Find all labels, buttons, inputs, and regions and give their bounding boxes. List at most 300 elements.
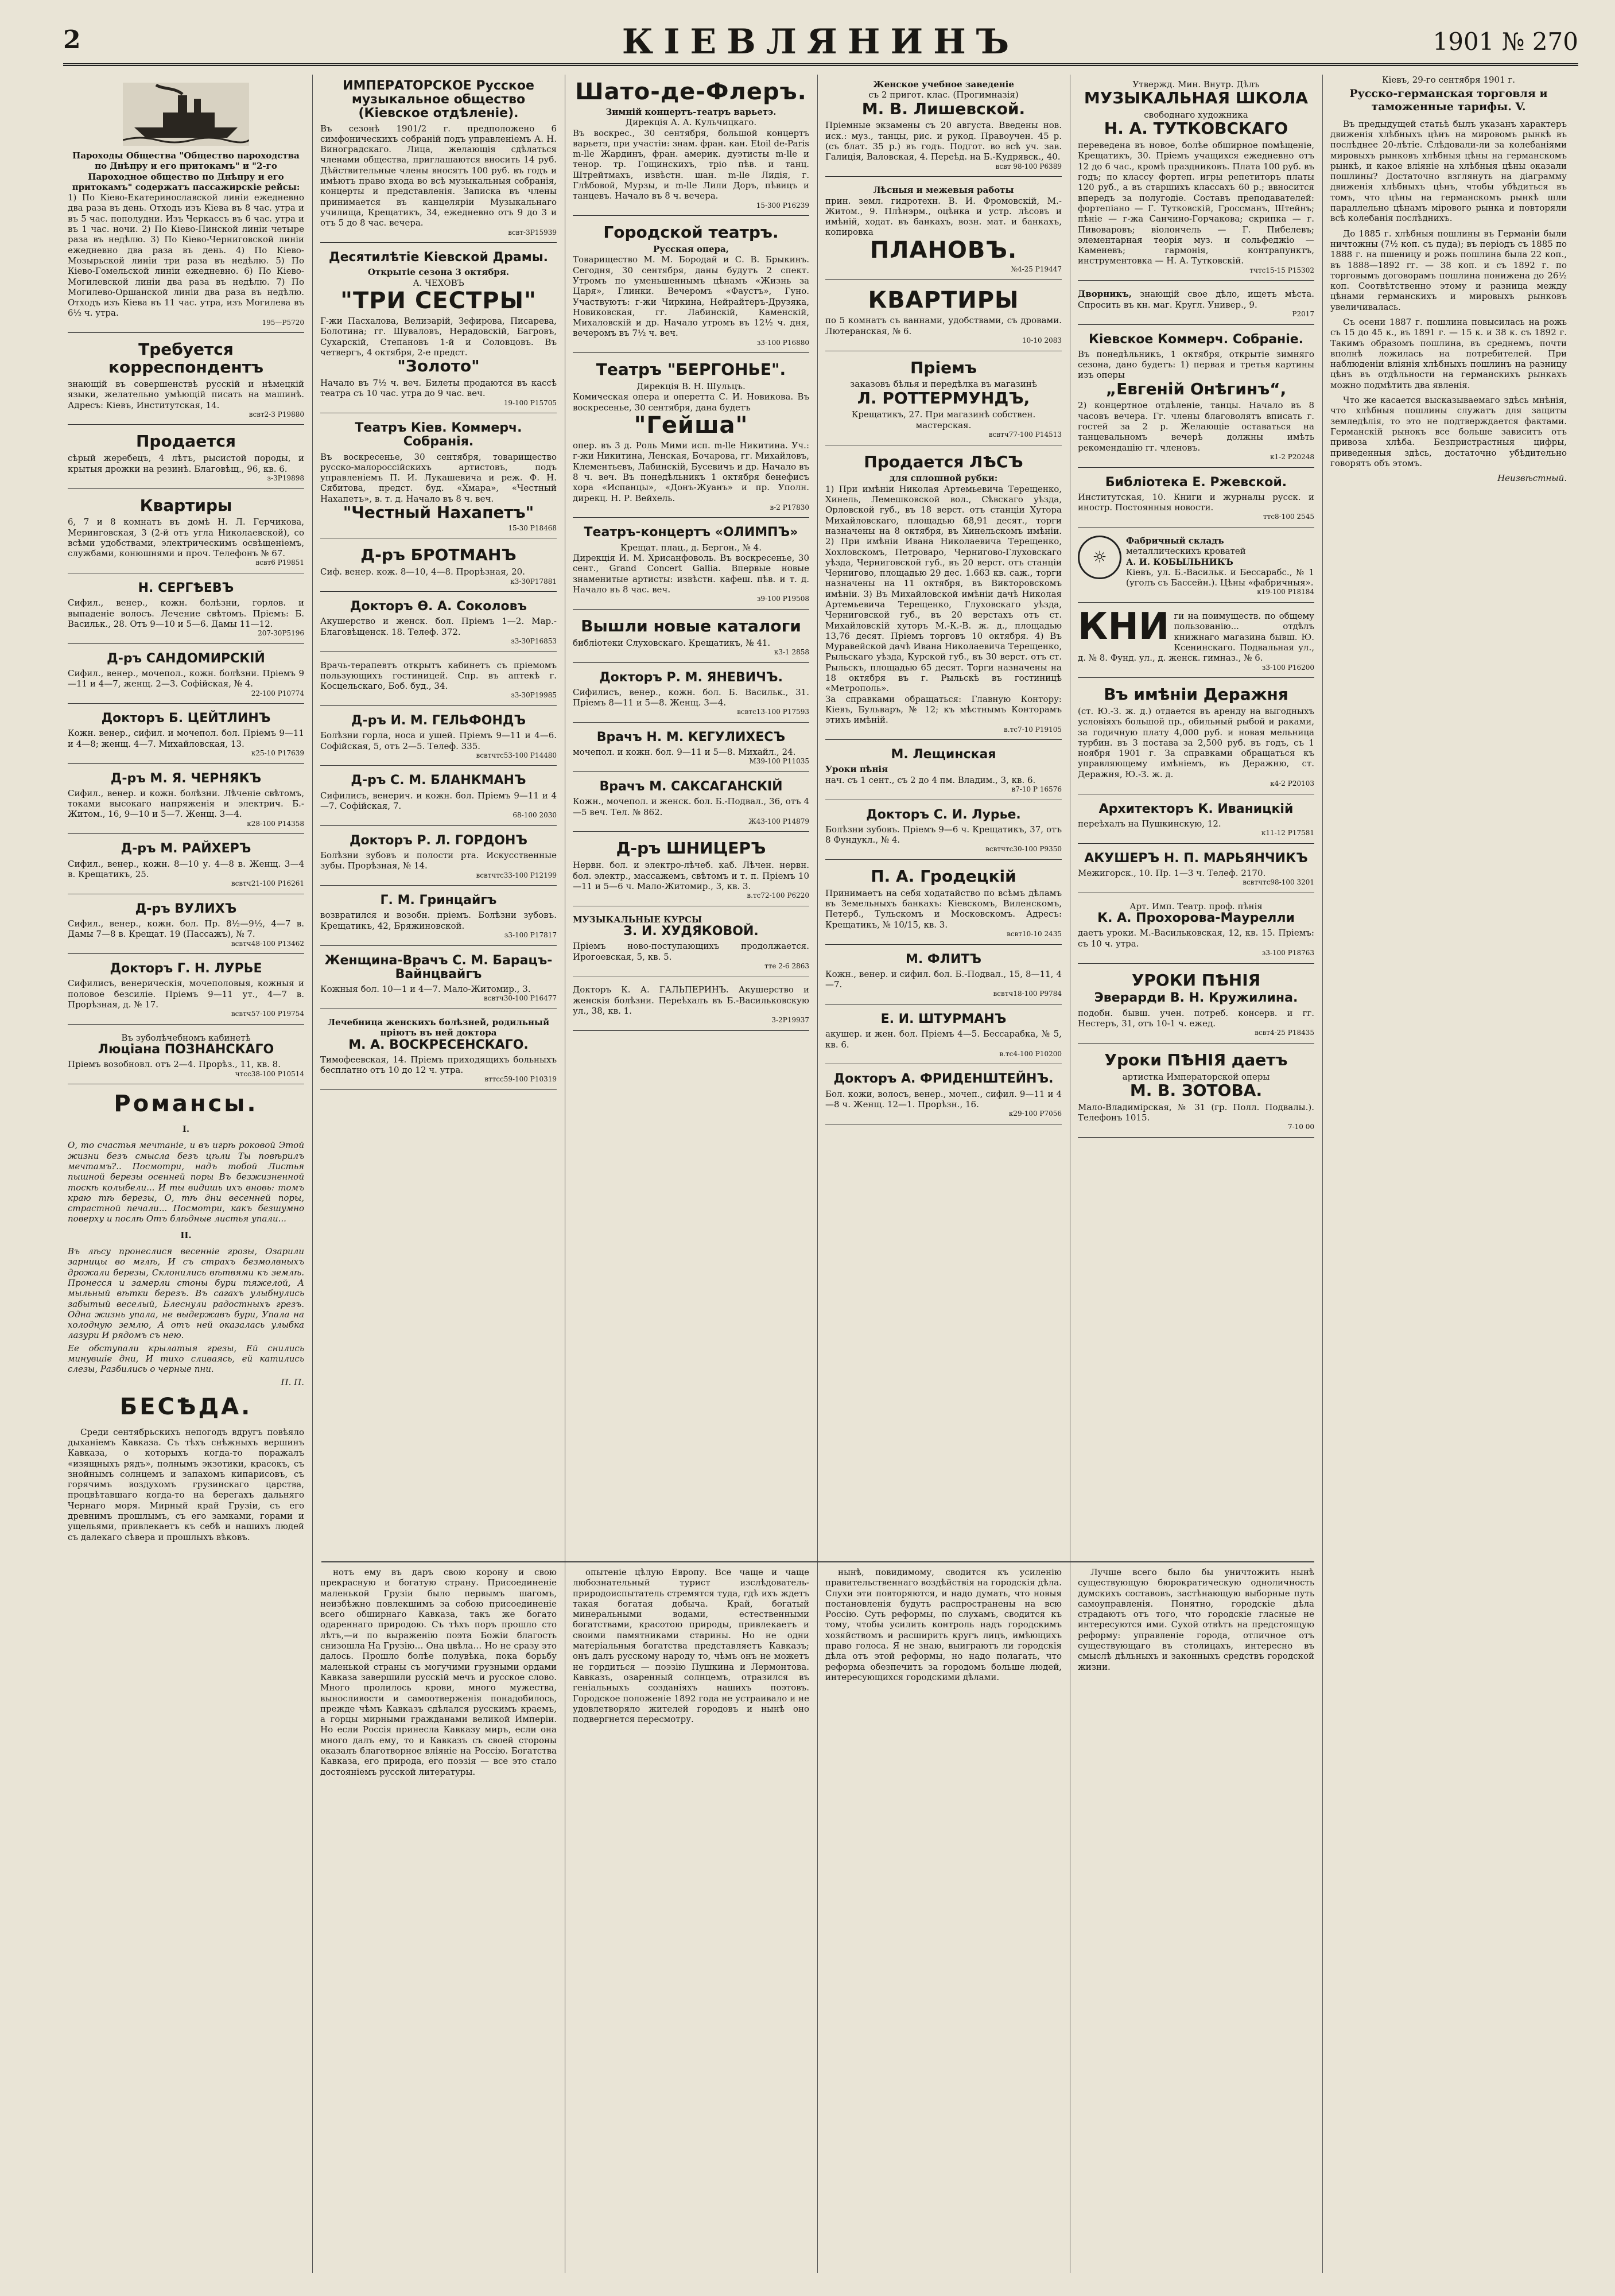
column-4	[825, 75, 1062, 2273]
opera-title: Городской театръ.	[603, 223, 779, 242]
doctor-ad	[573, 980, 809, 1031]
lessons-text: нач. съ 1 сент., съ 2 до 4 пм. Владим., 3, кв. 6.	[825, 774, 1036, 785]
doctor-text: акушер. и жен. бол. Пріемъ 4—5. Бессарабка, № 5, кв. 6.	[825, 1029, 1062, 1050]
doctor-text: Сифил., венер. и кожн. болѣзни. Лѣченіе свѣтомъ, токами высокаго напряженія и электрич. Б.-Житом., 16, 9—10 и 5—7. Женщ. 3—4.	[68, 788, 304, 820]
music-courses-ad	[573, 910, 809, 977]
doctor-ad	[320, 542, 557, 592]
doctor-name: Д-ръ М. Я. ЧЕРНЯКЪ	[110, 771, 262, 786]
ad-code: всвтчтс53-100 Р14480	[476, 751, 557, 759]
books-ad	[1078, 606, 1314, 678]
music-society-title: ИМПЕРАТОРСКОЕ Русское музыкальное общество (Кіевское отдѣленіе).	[343, 79, 534, 121]
poem-signature: П. П.	[281, 1376, 304, 1387]
chateau-title: Шато-де-Флеръ.	[575, 79, 807, 105]
drama-text: Г-жи Пасхалова, Велизарій, Зефирова, Писарева, Болотина; гг. Шуваловъ, Нерадовскій, Багровъ, Сухарскій, Степановъ 1-й и Соловцовъ. Въ четвергъ, 4 октября, 2-е предст.	[320, 315, 557, 358]
doctor-name: Г. М. Гринцайгъ	[380, 893, 497, 908]
doctor-name: Д-ръ С. М. БЛАНКМАНЪ	[351, 773, 526, 788]
ad-code: в-2 Р17830	[770, 503, 809, 511]
courses-name: З. И. ХУДЯКОВОЙ.	[623, 924, 759, 939]
drama-play: "ТРИ СЕСТРЫ"	[340, 287, 537, 314]
doctor-name: Докторъ С. И. Лурье.	[866, 807, 1021, 822]
ad-code: в.тс4-100 Р10200	[999, 1049, 1062, 1058]
assembly-title: Кіевское Коммерч. Собраніе.	[1088, 332, 1304, 347]
doctor-text: Сифилисъ, венер., кожн. бол. Б. Васильк., 31. Пріемъ 8—11 и 5—8. Женщ. 3—4.	[573, 687, 809, 708]
dentist-name: Люціана ПОЗНАНСКАГО	[98, 1042, 274, 1057]
horse-sale-ad	[68, 428, 304, 488]
laundry-title: Пріемъ	[910, 358, 977, 377]
books-heading: КНИ	[1078, 606, 1170, 649]
library-text: Институтская, 10. Книги и журналы русск. и иностр. Постоянныя новости.	[1078, 491, 1314, 513]
article-headline: Русско-германская торговля и таможенные тарифы. V.	[1349, 87, 1548, 114]
newspaper-title: КІЕВЛЯНИНЪ	[622, 22, 1020, 62]
surveying-ad	[825, 180, 1062, 280]
doctor-name: Д-ръ ВУЛИХЪ	[135, 901, 237, 916]
school-name: М. В. Лишевской.	[861, 99, 1026, 118]
ad-code: тте 2-6 2863	[764, 961, 809, 970]
ad-code: 22-100 Р10774	[251, 689, 304, 697]
ad-code: всвт2-3 Р19880	[249, 410, 304, 418]
ad-code: к19-100 Р18184	[1257, 588, 1314, 596]
assembly-text-2: 2) концертное отдѣленіе, танцы. Начало въ 8 часовъ вечера. Гг. члены благоволятъ вписать г. гостей за 2 р. Желающіе оставаться на танцевальномъ вечерѣ должны имѣть рекомендацію гг. членовъ.	[1078, 400, 1314, 453]
drama-play-2: "Золото"	[397, 356, 480, 376]
apartments-ad	[825, 283, 1062, 351]
surveying-title: Лѣсныя и межевыя работы	[873, 185, 1014, 196]
library-title: Библіотека Е. Ржевской.	[1105, 475, 1287, 490]
ad-code: з9-100 Р19508	[756, 595, 809, 603]
emblem-icon: ☼	[1078, 536, 1121, 579]
doctor-text: Сифилисъ, венерическія, мочеполовыя, кожныя и половое безсиліе. Пріемъ 9—11 ут., 4—7 в. Прорѣзная, д. № 17.	[68, 978, 304, 1010]
theatre-play: "Честный Нахапетъ"	[343, 503, 534, 522]
column-6	[1330, 75, 1567, 2273]
doctor-name: Докторъ Ѳ. А. Соколовъ	[350, 599, 527, 614]
article-text: опытеніе цѣлую Европу. Все чаще и чаще любознательный турист изслѣдователь-природоиспытатель стремятся туда, гдѣ ихъ ждетъ такая богатая добыча. Край, богатый минеральными водами, естественными богатствами, красотою природы, привлекаетъ и своими памятниками старины. Но не одни матеріальныя богатства представляетъ Кавказъ; онъ далъ русскому народу то, чѣмъ онъ не можетъ не гордиться — поэзію Пушкина и Лермонтова. Кавказъ, озаренный солнцемъ, отразился въ геніальныхъ созданіяхъ нашихъ поэтовъ. Городское положеніе 1892 года не устраивало и не удовлетворяло жителей городовъ и нынѣ оно подвергнется пересмотру.	[573, 1567, 809, 1725]
ad-code: всвт 98-100 Р6389	[995, 162, 1062, 170]
doctor-ad	[825, 1008, 1062, 1064]
assembly-opera: „Евгеній Онѣгинъ“,	[1105, 379, 1287, 398]
steamer-routes: 1) По Кіево-Екатеринославской линіи ежедневно два раза въ день. Отходъ изъ Кіева въ 8 час. утра и въ 5 час. пополудни. Изъ Черкассъ въ 6 час. утра и въ 1 час. ночи. 2) По Кіево-Пинской линіи четыре раза въ недѣлю. 3) По Кіево-Черниговской линіи ежедневно два раза въ день. 4) По Кіево-Мозырьской линіи три раза въ недѣлю. 5) По Кіево-Гомельской линіи ежедневно. 6) По Кіево-Могилевской линіи два раза въ недѣлю. 7) По Могилево-Оршанской линіи два раза въ недѣлю. Отходъ изъ Кіева въ 11 час. утра, изъ Могилева въ 6½ ч. утра.	[68, 192, 304, 319]
ad-code: всвт6 Р19851	[255, 559, 304, 567]
dentist-text: Пріемъ возобновл. отъ 2—4. Прорѣз., 11, кв. 8.	[68, 1059, 281, 1070]
doctor-text: Акушерство и женск. бол. Пріемъ 1—2. Мар.-Благовѣщенск. 18. Телеф. 372.	[320, 616, 557, 637]
article-text: До 1885 г. хлѣбныя пошлины въ Германіи были ничтожны (7½ коп. съ пуда); въ періодъ съ 1885 по 1888 г. на пшеницу и рожь пошлина была 22 коп., въ 1888—1892 гг. — 38 коп. и съ 1892 г. по торговымъ договорамъ пошлина понижена до 26½ коп. Соотвѣтственно этому и разница между цѣнами германскихъ и мировыхъ рынковъ увеличивалась.	[1330, 228, 1567, 312]
talk-continued	[1078, 1567, 1314, 1677]
laundry-text: заказовъ бѣлья и передѣлка въ магазинѣ	[850, 379, 1037, 390]
steamship-logo	[123, 83, 249, 146]
talk-text: Среди сентябрьскихъ непогодъ вдругъ повѣяло дыханіемъ Кавказа. Съ тѣхъ снѣжныхъ вершинъ Кавказа, о которыхъ когда-то поражалъ «изящныхъ рядъ», полнымъ экзотики, красокъ, съ знойнымъ солнцемъ и запахомъ кипарисовъ, съ горячимъ воздухомъ грузинскаго царства, процвѣтавшаго когда-то на берегахъ дальняго Чернаго моря. Мирный край Грузіи, съ его древнимъ прошлымъ, съ его замками, горами и ущельями, привлекаетъ къ себѣ и нашихъ людей съ далекаго сѣвера и прошлыхъ вѣковъ.	[68, 1426, 304, 1542]
article-signature: Неизвѣстный.	[1497, 473, 1567, 484]
flats-text: 6, 7 и 8 комнатъ въ домѣ Н. Л. Герчикова, Меринговская, 3 (2-й отъ угла Николаевской), со всѣми удобствами, электрическимъ освѣщеніемъ, службами, конюшнями и проч. Телефонъ № 67.	[68, 517, 304, 559]
ad-code: всвтчтс98-100 3201	[1243, 878, 1314, 887]
olympus-title: Театръ-концертъ «ОЛИМПЪ»	[584, 525, 798, 540]
doctor-text: Бол. кожи, волосъ, венер., мочеп., сифил. 9—11 и 4—8 ч. Женщ. 12—1. Прорѣзн., 16.	[825, 1088, 1062, 1110]
ad-code: з3-100 Р16880	[756, 338, 809, 347]
ad-code: 3-2Р19937	[771, 1016, 809, 1025]
lessons-title: УРОКИ ПѢНІЯ	[1131, 970, 1261, 990]
doctor-ad	[320, 889, 557, 945]
ad-code: к28-100 Р14358	[247, 819, 304, 828]
doctor-ad	[573, 775, 809, 832]
column-rule	[817, 75, 818, 2273]
flats-title: Квартиры	[139, 495, 232, 515]
trade-article	[1330, 75, 1567, 483]
page-number: 2	[63, 25, 81, 55]
warehouse-text: металлическихъ кроватей	[1126, 546, 1246, 557]
bergonie-subtitle: Дирекція В. Н. Шульцъ.	[636, 381, 746, 392]
catalogue-title: Вышли новые каталоги	[581, 616, 801, 635]
doctor-name: М. ФЛИТЪ	[905, 952, 982, 967]
ad-code: всвтчтс30-100 Р9350	[985, 845, 1062, 854]
ad-code: в7-10 Р 16576	[1011, 785, 1062, 793]
therapist-text: Врачь-терапевтъ открытъ кабинетъ съ пріемомъ пользующихъ гостиницей. Спр. въ аптекѣ г. Косцельскаго, Боб. буд., 34.	[320, 660, 557, 692]
timber-text: 1) При имѣніи Николая Артемьевича Терещенко, Хинель, Лемешковской вол., Сѣвскаго уѣзда, Орловской губ., въ 18 верст. отъ станціи Хутора Михайловскаго, площадью 68,91 десят., торги назначены на 8 октября, въ Хинельскомъ имѣніи. 2) При имѣніи Ивана Николаевича Терещенко, Хохловскомъ, Петроваро, Чернигово-Глуховскаго уѣзда, Черниговской губ., въ 20 верст. отъ станціи Чернигово, площадью 29 дес. 1.663 кв. саж., торги назначены на 11 октября, въ Викторовскомъ имѣніи. 3) Въ Михайловской имѣніи дачѣ Николая Артемьевича Терещенко, Глуховскаго уѣзда, Черниговской губ., въ 20 верстахъ отъ ст. Михайловскій хуторъ М.-К.-В. ж. д., площадью 13,76 десят. Пріемъ торговъ 10 октября. 4) Въ Муравейской дачѣ Ивана Николаевича Терещенко, Рыльскаго уѣзда, Курской губ., въ 30 верст. отъ ст. Рыльскъ, площадью 65 десят. Торги назначены на 18 октября въ г. Рыльскѣ въ гостиницѣ «Метрополь».	[825, 483, 1062, 694]
singing-teacher-ad	[1078, 897, 1314, 964]
warehouse-lead: Фабричный складъ	[1126, 535, 1224, 546]
opera-ad	[573, 219, 809, 353]
poem-stanza: О, то счастья мечтаніе, и въ игрѣ роковой Этой жизни безъ смысла безъ цѣли Ты повѣрилъ мечтамъ?.. Посмотри, надъ тобой Листья пышной березы осенней поры Въ безжизненной тоскѣ колыбели... И ты видишь ихъ вновь: томъ краю тѣ березы, О, тѣ дни весенней поры, страстной печали... Посмотри, какъ безшумно поверху и послѣ Отъ блѣдные листья упали...	[68, 1140, 304, 1224]
school-subtitle: съ 2 пригот. клас. (Прогимназія)	[868, 90, 1019, 100]
ad-code: чтсс38-100 Р10514	[235, 1069, 304, 1078]
doctor-text: Сифил., венер., кожн. 8—10 у. 4—8 в. Женщ. 3—4 в. Крещатикъ, 25.	[68, 858, 304, 879]
column-3	[573, 75, 809, 2273]
theatre-text: Въ воскресенье, 30 сентября, товарищество русско-малороссійскихъ артистовъ, подъ управленіемъ П. И. Лукашевича и реж. Ф. Н. Сябитова, предст. буд. «Хмара», «Честный Нахапетъ», в. т. д. Начало въ 8 ч. веч.	[320, 451, 557, 504]
doctor-text: мочепол. и кожн. бол. 9—11 и 5—8. Михайл., 24.	[573, 747, 796, 758]
doctor-name: Докторъ Р. М. ЯНЕВИЧЪ.	[599, 670, 783, 685]
doctor-text: Кожныя бол. 10—1 и 4—7. Мало-Житомир., 3.	[320, 984, 531, 995]
doctor-name: Врачъ М. САКСАГАНСКІЙ	[599, 779, 783, 794]
ad-code: к25-10 Р17639	[251, 749, 304, 757]
doctor-ad	[825, 948, 1062, 1004]
catalogue-text: библіотеки Слуховскаго. Крещатикъ, № 41.	[573, 637, 771, 648]
therapist-ad	[320, 656, 557, 707]
ad-code: к3-30Р17881	[510, 577, 557, 585]
ad-code: вттсс59-100 Р10319	[484, 1075, 557, 1084]
doctor-ad	[825, 804, 1062, 860]
doctor-text: Сифил., венер., кожн. болѣзни, горлов. и выпаденіе волосъ. Лечение свѣтомъ. Пріемъ: Б. Васильк., 28. Отъ 9—10 и 5—6. Дамы 11—12.	[68, 598, 304, 629]
bergonie-text-2: опер. въ 3 д. Роль Мими исп. m-lle Никитина. Уч.: г-жи Никитина, Ленская, Бочарова, гг. Михайловъ, Клементьевъ, Лабинскій, Бусевичъ и др. Начало въ 8 ч. веч. Въ понедѣльникъ 1 октября бенефисъ хора «Испанцы», «Донъ-Жуанъ» и пр. Уполн. дирекц. Н. Р. Вейхель.	[573, 440, 809, 503]
janitor-title: Дворникъ,	[1078, 289, 1132, 300]
warehouse-name: А. И. КОБЫЛЬНИКЪ	[1126, 556, 1233, 567]
talk-article	[68, 1393, 304, 1542]
doctor-ad	[573, 726, 809, 772]
chateau-ad	[573, 75, 809, 216]
ad-code: всвтч48-100 Р13462	[231, 939, 304, 948]
doctor-ad	[68, 957, 304, 1025]
ad-code: Ж43-100 Р14879	[748, 817, 809, 825]
janitor-text: знающій свое дѣло, ищетъ мѣста. Спросить въ кн. маг. Кругл. Универ., 9.	[1078, 289, 1314, 310]
doctor-ad	[573, 835, 809, 906]
doctor-name: Женщина-Врачъ С. М. Барацъ-Вайнцвайгъ	[324, 953, 553, 982]
romance-poems	[68, 1090, 304, 1387]
theatre-title: Театръ Кіев. Коммерч. Собранія.	[355, 421, 522, 449]
ad-code: 19-100 Р15705	[503, 398, 557, 407]
ad-code: 15-30 Р18468	[508, 523, 557, 532]
lessons-name: Эверарди В. Н. Кружилина.	[1094, 991, 1298, 1006]
laundry-ad	[825, 355, 1062, 445]
doctor-name: Докторъ Б. ЦЕЙТЛИНЪ	[101, 711, 271, 726]
commerce-theatre-ad	[320, 417, 557, 538]
music-school-name: Н. А. ТУТКОВСКАГО	[1104, 119, 1288, 138]
doctor-text: Болѣзни горла, носа и ушей. Пріемъ 9—11 и 4—6. Софійская, 5, отъ 2—5. Телеф. 335.	[320, 730, 557, 751]
issue-number: 1901 № 270	[1432, 28, 1578, 56]
doctor-ad	[68, 837, 304, 894]
ad-code: к4-2 Р20103	[1270, 779, 1314, 788]
dateline: Кіевъ, 29-го сентября 1901 г.	[1381, 75, 1516, 85]
talk-title: БЕСѢДА.	[119, 1393, 253, 1420]
article-text: Что же касается высказываемаго здѣсь мнѣнія, что хлѣбныя пошлины служатъ для защиты земледѣлія, то это не подтверждается фактами. Германскій рынокъ все больше зависитъ отъ привоза хлѣба. Безпристрастныя цифры, приведенныя здѣсь, достаточно убѣдительно говорятъ объ этомъ.	[1330, 395, 1567, 468]
ad-code: всвтч77-100 Р14513	[988, 430, 1062, 439]
laundry-name: Л. РОТТЕРМУНДЪ,	[857, 388, 1030, 408]
ad-code: ттс8-100 2545	[1263, 513, 1314, 521]
column-1	[68, 75, 304, 2273]
zotova-ad	[1078, 1047, 1314, 1138]
music-society-text: Въ сезонѣ 1901/2 г. предположено 6 симфоническихъ собраній подъ управленіемъ А. Н. Виноградскаго. Лица, желающія сдѣлаться членами общества, приглашаются вносить 14 руб. Дѣйствительные члены вносятъ 100 руб. въ годъ и имѣютъ право входа во всѣ музыкальныя собранія, концерты и представленія. Записка въ члены принимается въ канцеляріи Музыкальнаго училища, Крещатикъ, 34, ежедневно отъ 9 до 3 и отъ 5 до 8 час. вечера.	[320, 123, 557, 228]
steamer-title: Пароходы Общества "Общество пароходства по Днѣпру и его притокамъ" и "2-го Пароходное общество по Днѣпру и его притокамъ" содержатъ пассажирскіе рейсы:	[72, 150, 300, 192]
bergonie-ad	[573, 356, 809, 518]
doctor-text: Болѣзни зубовъ и полости рта. Искусственные зубы. Прорѣзная, № 14.	[320, 850, 557, 871]
doctor-ad	[68, 707, 304, 763]
ad-code: всвт4-25 Р18435	[1255, 1029, 1314, 1037]
school-title: Женское учебное заведеніе	[873, 79, 1014, 90]
timber-text-2: За справками обращаться: Главную Контору: Кіевъ, Бульваръ, № 12; къ мѣстнымъ Конторамъ этихъ имѣній.	[825, 693, 1062, 726]
janitor-ad	[1078, 284, 1314, 324]
doctor-name: Д-ръ М. РАЙХЕРЪ	[121, 841, 251, 856]
ad-code: 10-10 2083	[1022, 336, 1062, 344]
doctor-name: Докторъ Р. Л. ГОРДОНЪ	[349, 833, 528, 848]
teacher-text: даетъ уроки. М.-Васильковская, 12, кв. 15. Пріемъ: съ 10 ч. утра.	[1078, 928, 1314, 949]
architect-text: переѣхалъ на Пушкинскую, 12.	[1078, 818, 1221, 829]
ad-code: всвтс13-100 Р17593	[737, 708, 809, 716]
olympus-ad	[573, 521, 809, 609]
doctor-text: Сифил., венер., кожн. бол. Пр. 8½—9½, 4—7 в. Дамы 7—8 в. Крещат. 19 (Пассажъ), № 7.	[68, 918, 304, 940]
doctor-text: Кожн., мочепол. и женск. бол. Б.-Подвал., 36, отъ 4—5 веч. Тел. № 862.	[573, 796, 809, 817]
doctor-name: Д-ръ ШНИЦЕРЪ	[616, 839, 766, 858]
ad-code: 195—Р5720	[262, 318, 304, 327]
clinic-ad	[320, 1013, 557, 1090]
music-school-lead: Утвержд. Мин. Внутр. Дѣлъ	[1132, 79, 1260, 90]
ad-code: всвт10-10 2435	[1007, 929, 1062, 938]
attorney-text: Принимаетъ на себя ходатайство по всѣмъ дѣламъ въ Земельныхъ банкахъ: Кіевскомъ, Виленскомъ, Петерб., Тульскомъ и Московскомъ. Адресъ: Крещатикъ, № 10/15, кв. 3.	[825, 887, 1062, 930]
estate-title: Въ имѣніи Деражня	[1104, 685, 1288, 704]
sale-title: Продается	[135, 432, 236, 451]
doctor-name: Д-ръ И. М. ГЕЛЬФОНДЪ	[351, 713, 526, 728]
doctor-text: Болѣзни зубовъ. Пріемъ 9—6 ч. Крещатикъ, 37, отъ 8 Фундукл., № 4.	[825, 824, 1062, 846]
doctor-text: Кожн. венер., сифил. и мочепол. бол. Пріемъ 9—11 и 4—8; женщ. 4—7. Михайловская, 13.	[68, 728, 304, 749]
timber-sale-ad	[825, 449, 1062, 740]
school-text: Пріемные экзамены съ 20 августа. Введены нов. иск.: муз., танцы, рис. и рукод. Правоучен. 45 р. (съ блат. 35 р.) въ годъ. Подгот. во всѣ уч. зав. Галиція, Валовская, 4. Переѣд. на Б.-Кудрявск., 40.	[825, 120, 1062, 162]
doctor-text: Сиф. венер. кож. 8—10, 4—8. Прорѣзная, 20.	[320, 567, 525, 577]
doctor-ad	[320, 769, 557, 825]
article-text: нотъ ему въ даръ свою корону и свою прекрасную и богатую страну. Присоединеніе маленькой Грузіи было первымъ шагомъ, неизбѣжно повлекшимъ за собою присоединеніе всего обширнаго Кавказа, такъ же богато одареннаго природою. Съ тѣхъ поръ прошло сто лѣтъ,—и по выраженію поэта Божіи благость снизошла На Грузію… Она цвѣла… Но не сразу это далось. Прошло болѣе полувѣка, пока борьбу маленькой страны съ могучими грузными ордами Кавказа завершили русскій мечъ и русское слово. Много пролилось крови, много мужества, выносливости и самоотверженія понадобилось, прежде чѣмъ Кавказъ сдѣлался русскимъ краемъ, а горцы мирными гражданами великой Имперіи. Но если Россія принесла Кавказу миръ, если она много далъ ему, то и Кавказъ съ своей стороны оказалъ благотворное вліяніе на Россію. Богатства Кавказа, его природа, его поэзія — все это стало достояніемъ русской литературы.	[320, 1567, 557, 1777]
chateau-lead: Дирекція А. А. Кульчицкаго.	[625, 117, 757, 128]
ad-code: к3-1 2858	[774, 647, 809, 656]
attorney-name: П. А. Гродецкій	[871, 867, 1016, 886]
ad-code: в.тс7-10 Р19105	[1004, 725, 1062, 734]
ad-code: з3-30Р19985	[511, 691, 557, 700]
chateau-text: Въ воскрес., 30 сентября, большой концертъ варьетэ, при участіи: знам. фран. кан. Etoil de-Paris m-lle Жардинъ, фран. америк. дуэтисты m-lle и тенор. тр. Гощинскихъ, тріо пѣв. и танц. Штрейтмахъ, извѣстн. шан. m-lle Лидія, г. Глѣбовой, Мурзы, и m-lle Лили Доръ, пѣвицъ и танцевъ. Начало въ 8 ч. вечера.	[573, 127, 809, 201]
timber-subtitle: для сплошной рубки:	[889, 473, 998, 484]
doctor-ad	[68, 767, 304, 835]
steamer-ad	[68, 75, 304, 333]
drama-subtitle: Открытіе сезона 3 октября.	[367, 267, 510, 278]
ad-code: всвтч18-100 Р9784	[993, 990, 1062, 998]
ad-code: всвтчтс33-100 Р12199	[476, 871, 557, 879]
column-rule	[1322, 75, 1323, 2273]
ad-code: к1-2 Р20248	[1270, 452, 1314, 461]
doctor-name: Е. И. ШТУРМАНЪ	[880, 1012, 1007, 1027]
ad-code: всвтч30-100 Р16477	[483, 994, 557, 1003]
dentist-ad	[68, 1028, 304, 1084]
talk-continued	[825, 1567, 1062, 1687]
estate-ad	[1078, 681, 1314, 794]
teacher-name: К. А. Прохорова-Маурелли	[1097, 911, 1295, 926]
zotova-text: артистка Императорской оперы	[1122, 1071, 1270, 1082]
correspondent-title: Требуется корреспондентъ	[108, 340, 264, 377]
opera-text: Товарищество М. М. Бородай и С. В. Брыкинъ. Сегодня, 30 сентября, даны будутъ 2 спект. Утромъ по уменьшеннымъ цѣнамъ «Жизнь за Царя», Глинки. Вечеромъ «Фаустъ», Гуно. Участвуютъ: г-жи Чиркина, Нейрайтеръ-Друзяка, Новиковская, гг. Лабинскій, Каменскій, Михаловскій и др. Начало утромъ въ 12½ ч. дня, вечеромъ въ 7½ ч. веч.	[573, 254, 809, 339]
poem-numeral: I.	[182, 1124, 190, 1135]
estate-text: (ст. Ю.-З. ж. д.) отдается въ аренду на выгодныхъ условіяхъ большой пр., обильный рыбой и раками, за годичную плату 4,000 руб. и новая мельница турбин. въ 3 постава за 2,500 руб. въ годъ, съ 1 ноября 1901 г. За справками обращаться къ управляющему имѣніемъ, въ Деражню, ст. Деражня, Ю.-З. ж. д.	[1078, 706, 1314, 779]
architect-name: Архитекторъ К. Иваницкій	[1098, 801, 1294, 816]
ad-code: тчтс15-15 Р15302	[1249, 266, 1314, 274]
laundry-address: Крещатикъ, 27. При магазинѣ собствен. мастерская.	[851, 409, 1036, 430]
doctor-text: Докторъ К. А. ГАЛЬПЕРИНЪ. Акушерство и женскія болѣзни. Переѣхалъ въ Б.-Васильковскую ул., 38, кв. 1.	[573, 984, 809, 1017]
ad-code: Р2017	[1292, 309, 1314, 318]
assembly-text: Въ понедѣльникъ, 1 октября, открытіе зимняго сезона, дано будетъ: 1) первая и третья картины изъ оперы	[1078, 348, 1314, 381]
ad-code: з3-100 Р18763	[1261, 949, 1314, 957]
beds-warehouse-ad	[1078, 531, 1314, 603]
ad-code: всвт-3Р15939	[508, 228, 557, 236]
music-school-title: МУЗЫКАЛЬНАЯ ШКОЛА	[1084, 88, 1309, 108]
courses-text: Пріемъ ново-поступающихъ продолжается. Ирогоевская, 5, кв. 5.	[573, 941, 809, 962]
ad-code: 207-30Р5196	[258, 629, 304, 638]
doctor-text: возвратился и возобн. пріемъ. Болѣзни зубовъ. Крещатикъ, 42, Бряжиновской.	[320, 910, 557, 931]
doctor-text: Кожн., венер. и сифил. бол. Б.-Подвал., 15, 8—11, 4—7.	[825, 968, 1062, 990]
correspondent-text: знающій въ совершенствѣ русскій и нѣмецкій языки, желательно умѣющій писать на машинѣ. Адресъ: Кіевъ, Институтская, 14.	[68, 378, 304, 410]
doctor-text: Сифил., венер., мочепол., кожн. болѣзни. Пріемъ 9—11 и 4—7, женщ. 2—3. Софійская, № 4.	[68, 668, 304, 689]
doctor-ad	[320, 709, 557, 766]
column-2	[320, 75, 557, 2273]
zotova-address: Мало-Владимірская, № 31 (гр. Полл. Подвалы.). Телефонъ 1015.	[1078, 1102, 1314, 1123]
doctor-ad	[68, 898, 304, 954]
talk-continued	[320, 1567, 557, 1782]
teacher-name: М. Лещинская	[891, 747, 996, 762]
doctor-name: Докторъ А. ФРИДЕНШТЕЙНЪ.	[833, 1072, 1054, 1087]
poem-stanza: Ее обступали крылатыя грезы, Ей снились минувшіе дни, И тихо сливаясь, ей катились слезы, Разбились о черные пни.	[68, 1343, 304, 1375]
romance-title: Романсы.	[114, 1091, 258, 1118]
obstetrician-name: АКУШЕРЪ Н. П. МАРЬЯНЧИКЪ	[1084, 851, 1308, 866]
ad-code: 68-100 2030	[513, 811, 557, 820]
ad-code: М39-100 Р11035	[749, 757, 809, 766]
doctor-name: Докторъ Г. Н. ЛУРЬЕ	[110, 961, 262, 976]
poem-stanza: Въ лѣсу пронеслися весенніе грозы, Озарили зарницы во мглѣ, И съ страхъ безмолвныхъ дрожали березы, Склонились вѣтвями къ землѣ. Пронесся и замерли стоны бури тяжелой, А мыльный вѣтки березъ. Въ сагахъ улыбнулись забытый веселый, Блеснули радостныхъ грезъ. Одна жизнь упала, не выдержавъ бури, Упала на холодную землю, А отъ ней оказалась улыбка лазури И рядомъ съ нею.	[68, 1246, 304, 1341]
surveying-text: прин. земл. гидротехн. В. И. Фромовскій, М.-Житом., 9. Плѣнэрм., оцѣнка и устр. лѣсовъ и имѣній, ходат. въ банкахъ, возн. мат. и банкахъ, копировка	[825, 195, 1062, 238]
doctor-ad	[825, 1068, 1062, 1124]
music-school-text: переведена въ новое, болѣе обширное помѣщеніе, Крещатикъ, 30. Пріемъ учащихся ежедневно отъ 12 до 6 час., кромѣ праздниковъ. Плата 100 руб. въ годъ; по классу фортеп. игры репетиторъ платы 120 руб., а въ старшихъ классахъ 60 р.; ввносится впередъ за полугодіе. Составъ преподавателей: фортепіано — Г. Тутковскій, Гроссманъ, Штейнъ; пѣніе — г-жа Санчино-Горчакова; скрипка — г. Пивоваровъ; віолончель — Г. Пибелевъ; элементарная теорія муз. и сольфеджіо — Каменевъ; гармонія, контрапунктъ, инструментовка — Н. А. Тутковскій.	[1078, 140, 1314, 266]
article-text: нынѣ, повидимому, сводится къ усиленію правительственнаго воздѣйствія на городскія дѣла. Слухи эти повторяются, и надо думать, что новыя постановленія будутъ распространены на всю Россію. Суть реформы, по слухамъ, сводится къ тому, чтобы усилить контроль надъ городскимъ хозяйствомъ и расширить кругъ лицъ, имѣющихъ право голоса. Я не знаю, выиграютъ ли городскія дѣла отъ этой реформы, но надо полагать, что реформа обезпечитъ за городомъ больше людей, интересующихся городскими дѣлами.	[825, 1567, 1062, 1682]
ad-code: к29-100 Р7056	[1008, 1110, 1062, 1118]
correspondent-ad	[68, 336, 304, 425]
apartments-text: по 5 комнатъ съ ваннами, удобствами, съ дровами. Лютеранская, № 6.	[825, 315, 1062, 336]
doctor-ad	[320, 595, 557, 651]
poem-numeral: II.	[180, 1230, 192, 1240]
opera-subtitle: Русская опера,	[653, 244, 729, 255]
warehouse-address: Кіевъ, ул. Б.-Васильк. и Бессарабс., № 1 (уголъ съ Бассейн.). Цѣны «фабричныя».	[1126, 567, 1314, 588]
bergonie-title: Театръ "БЕРГОНЬЕ".	[596, 360, 786, 379]
column-rule	[312, 75, 313, 2273]
doctor-ad	[68, 647, 304, 704]
doctor-name: Врачъ Н. М. КЕГУЛИХЕСЪ	[596, 730, 786, 744]
apartments-title: КВАРТИРЫ	[868, 287, 1019, 314]
lessons-title: Уроки пѣнія	[825, 764, 888, 775]
ad-code: 7-10 00	[1287, 1123, 1314, 1131]
zotova-name: М. В. ЗОТОВА.	[1129, 1080, 1263, 1100]
clinic-name: М. А. ВОСКРЕСЕНСКАГО.	[348, 1037, 529, 1052]
commerce-assembly-ad	[1078, 328, 1314, 468]
catalogue-ad	[573, 613, 809, 663]
ad-code: №4-25 Р19447	[1011, 265, 1062, 273]
ad-code: з-3Р19898	[267, 474, 304, 482]
ad-code: з3-100 Р16200	[1261, 663, 1314, 672]
surveying-name: ПЛАНОВЪ.	[869, 236, 1018, 263]
courses-lead: МУЗЫКАЛЬНЫЕ КУРСЫ	[573, 914, 702, 925]
ad-code: з3-30Р16853	[511, 637, 557, 645]
article-text: Лучше всего было бы уничтожить нынѣ существующую бюрократическую одноличность думскихъ составовъ, застѣнающую выборные путь самоуправленія. Понятно, городскіе дѣла страдаютъ отъ того, что городскіе гласные не интересуются ими. Сухой отвѣтъ на предстоящую реформу: управленіе города, отличное отъ существующаго въ столицахъ, интересно въ смыслѣ дѣльныхъ и законныхъ средствъ городской жизни.	[1078, 1567, 1314, 1672]
drama-author: А. ЧЕХОВЪ	[413, 277, 464, 288]
ad-code: 15-300 Р16239	[756, 201, 809, 210]
doctor-name: Д-ръ САНДОМИРСКІЙ	[107, 651, 265, 666]
doctor-text: Нервн. бол. и электро-лѣчеб. каб. Лѣчен. нервн. бол. электр., массажемъ, свѣтомъ и т. п. Пріемъ 10—11 и 5—6 ч. Мало-Житомир., 3, кв. 3.	[573, 860, 809, 891]
music-society-ad	[320, 75, 557, 243]
doctor-name: Д-ръ БРОТМАНЪ	[360, 545, 517, 565]
doctor-text: Сифилисъ, венерич. и кожн. бол. Пріемъ 9—11 и 4—7. Софійская, 7.	[320, 790, 557, 811]
ad-code: всвтч21-100 Р16261	[231, 879, 304, 888]
books-text: ги на поимуществ. по общему пользованію... отдѣлъ книжнаго магазина бывш. Ю. Ксенинскаго. Подвальная ул., д. № 8. Фунд. ул., д. женск. гимназ., № 6.	[1078, 611, 1314, 664]
school-ad	[825, 75, 1062, 177]
teacher-lead: Арт. Имп. Театр. проф. пѣнія	[1129, 901, 1263, 912]
clinic-text: Тимофеевская, 14. Пріемъ приходящихъ больныхъ бесплатно отъ 10 до 12 ч. утра.	[320, 1054, 557, 1076]
singing-lessons-ad	[1078, 967, 1314, 1044]
obstetrician-ad	[1078, 847, 1314, 893]
doctor-name: Н. СЕРГѢЕВЪ	[138, 581, 234, 596]
column-5	[1078, 75, 1314, 2273]
doctor-ad	[68, 577, 304, 644]
dentist-lead: Въ зуболѣчебномъ кабинетѣ	[121, 1032, 251, 1043]
ad-code: всвтч57-100 Р19754	[231, 1010, 304, 1018]
music-school-subtitle: свободнаго художника	[1144, 110, 1248, 121]
doctor-ad	[320, 949, 557, 1009]
article-text: Съ осени 1887 г. пошлина повысилась на рожь съ 15 до 45 к., въ 1891 г. — 15 к. и 38 к. съ 1892 г. Такимъ образомъ пошлина, въ среднемъ, почти вполнѣ ложилась на потребителей. При наблюденіи вліянія хлѣбныхъ пошлинъ на разницу цѣнъ въ отдѣльности на германскихъ рынкахъ можно подмѣтить два явленія.	[1330, 316, 1567, 390]
zotova-title: Уроки ПѢНІЯ даетъ	[1104, 1050, 1288, 1069]
ad-code: з3-100 Р17817	[504, 931, 557, 940]
architect-ad	[1078, 798, 1314, 844]
chateau-subtitle: Зимній концертъ-театръ варьетэ.	[605, 107, 777, 117]
ad-code: в.тс72-100 Р6220	[747, 891, 809, 900]
clinic-title: Лечебница женскихъ болѣзней, родильный пріютъ въ ней доктора	[327, 1017, 550, 1038]
bergonie-text: Комическая опера и оперетта С. И. Новикова. Въ воскресенье, 30 сентября, дана будетъ	[573, 391, 809, 413]
doctor-ad	[573, 666, 809, 723]
sale-text: сѣрый жеребецъ, 4 лѣтъ, рысистой породы, и крытыя дрожки на резинѣ. Благовѣщ., 96, кв. 6.	[68, 453, 304, 474]
singing-lessons-ad	[825, 743, 1062, 800]
flats-ad	[68, 492, 304, 574]
talk-continued	[573, 1567, 809, 1729]
drama-ad	[320, 246, 557, 413]
drama-text-2: Начало въ 7½ ч. веч. Билеты продаются въ кассѣ театра съ 10 час. утра до 9 час. веч.	[320, 377, 557, 399]
music-school-ad	[1078, 75, 1314, 281]
ad-code: к11-12 Р17581	[1261, 829, 1314, 837]
doctor-ad	[320, 829, 557, 886]
drama-title: Десятилѣтіе Кіевской Драмы.	[329, 250, 548, 265]
obstetrician-text: Межигорск., 10. Пр. 1—3 ч. Телеф. 2170.	[1078, 868, 1266, 878]
lessons-text: подобн. бывш. учен. потреб. консерв. и гг. Нестеръ, 31, отъ 10-1 ч. ежед.	[1078, 1007, 1314, 1029]
article-text: Въ предыдущей статьѣ былъ указанъ характеръ движенія хлѣбныхъ цѣнъ на мировомъ рынкѣ въ послѣднее 20-лѣтіе. Слѣдовали-ли за колебаніями мировыхъ рынковъ хлѣбныя цѣны на германскомъ рынкѣ, и какое вліяніе на хлѣбныя цѣны оказали пошлины? Достаточно взглянуть на діаграмму движенія хлѣбныхъ цѣнъ, чтобы убѣдиться въ томъ, что цѣны на германскомъ рынкѣ шли параллельно цѣнамъ мірового рынка и повторяли всѣ колебанія послѣднихъ.	[1330, 118, 1567, 224]
